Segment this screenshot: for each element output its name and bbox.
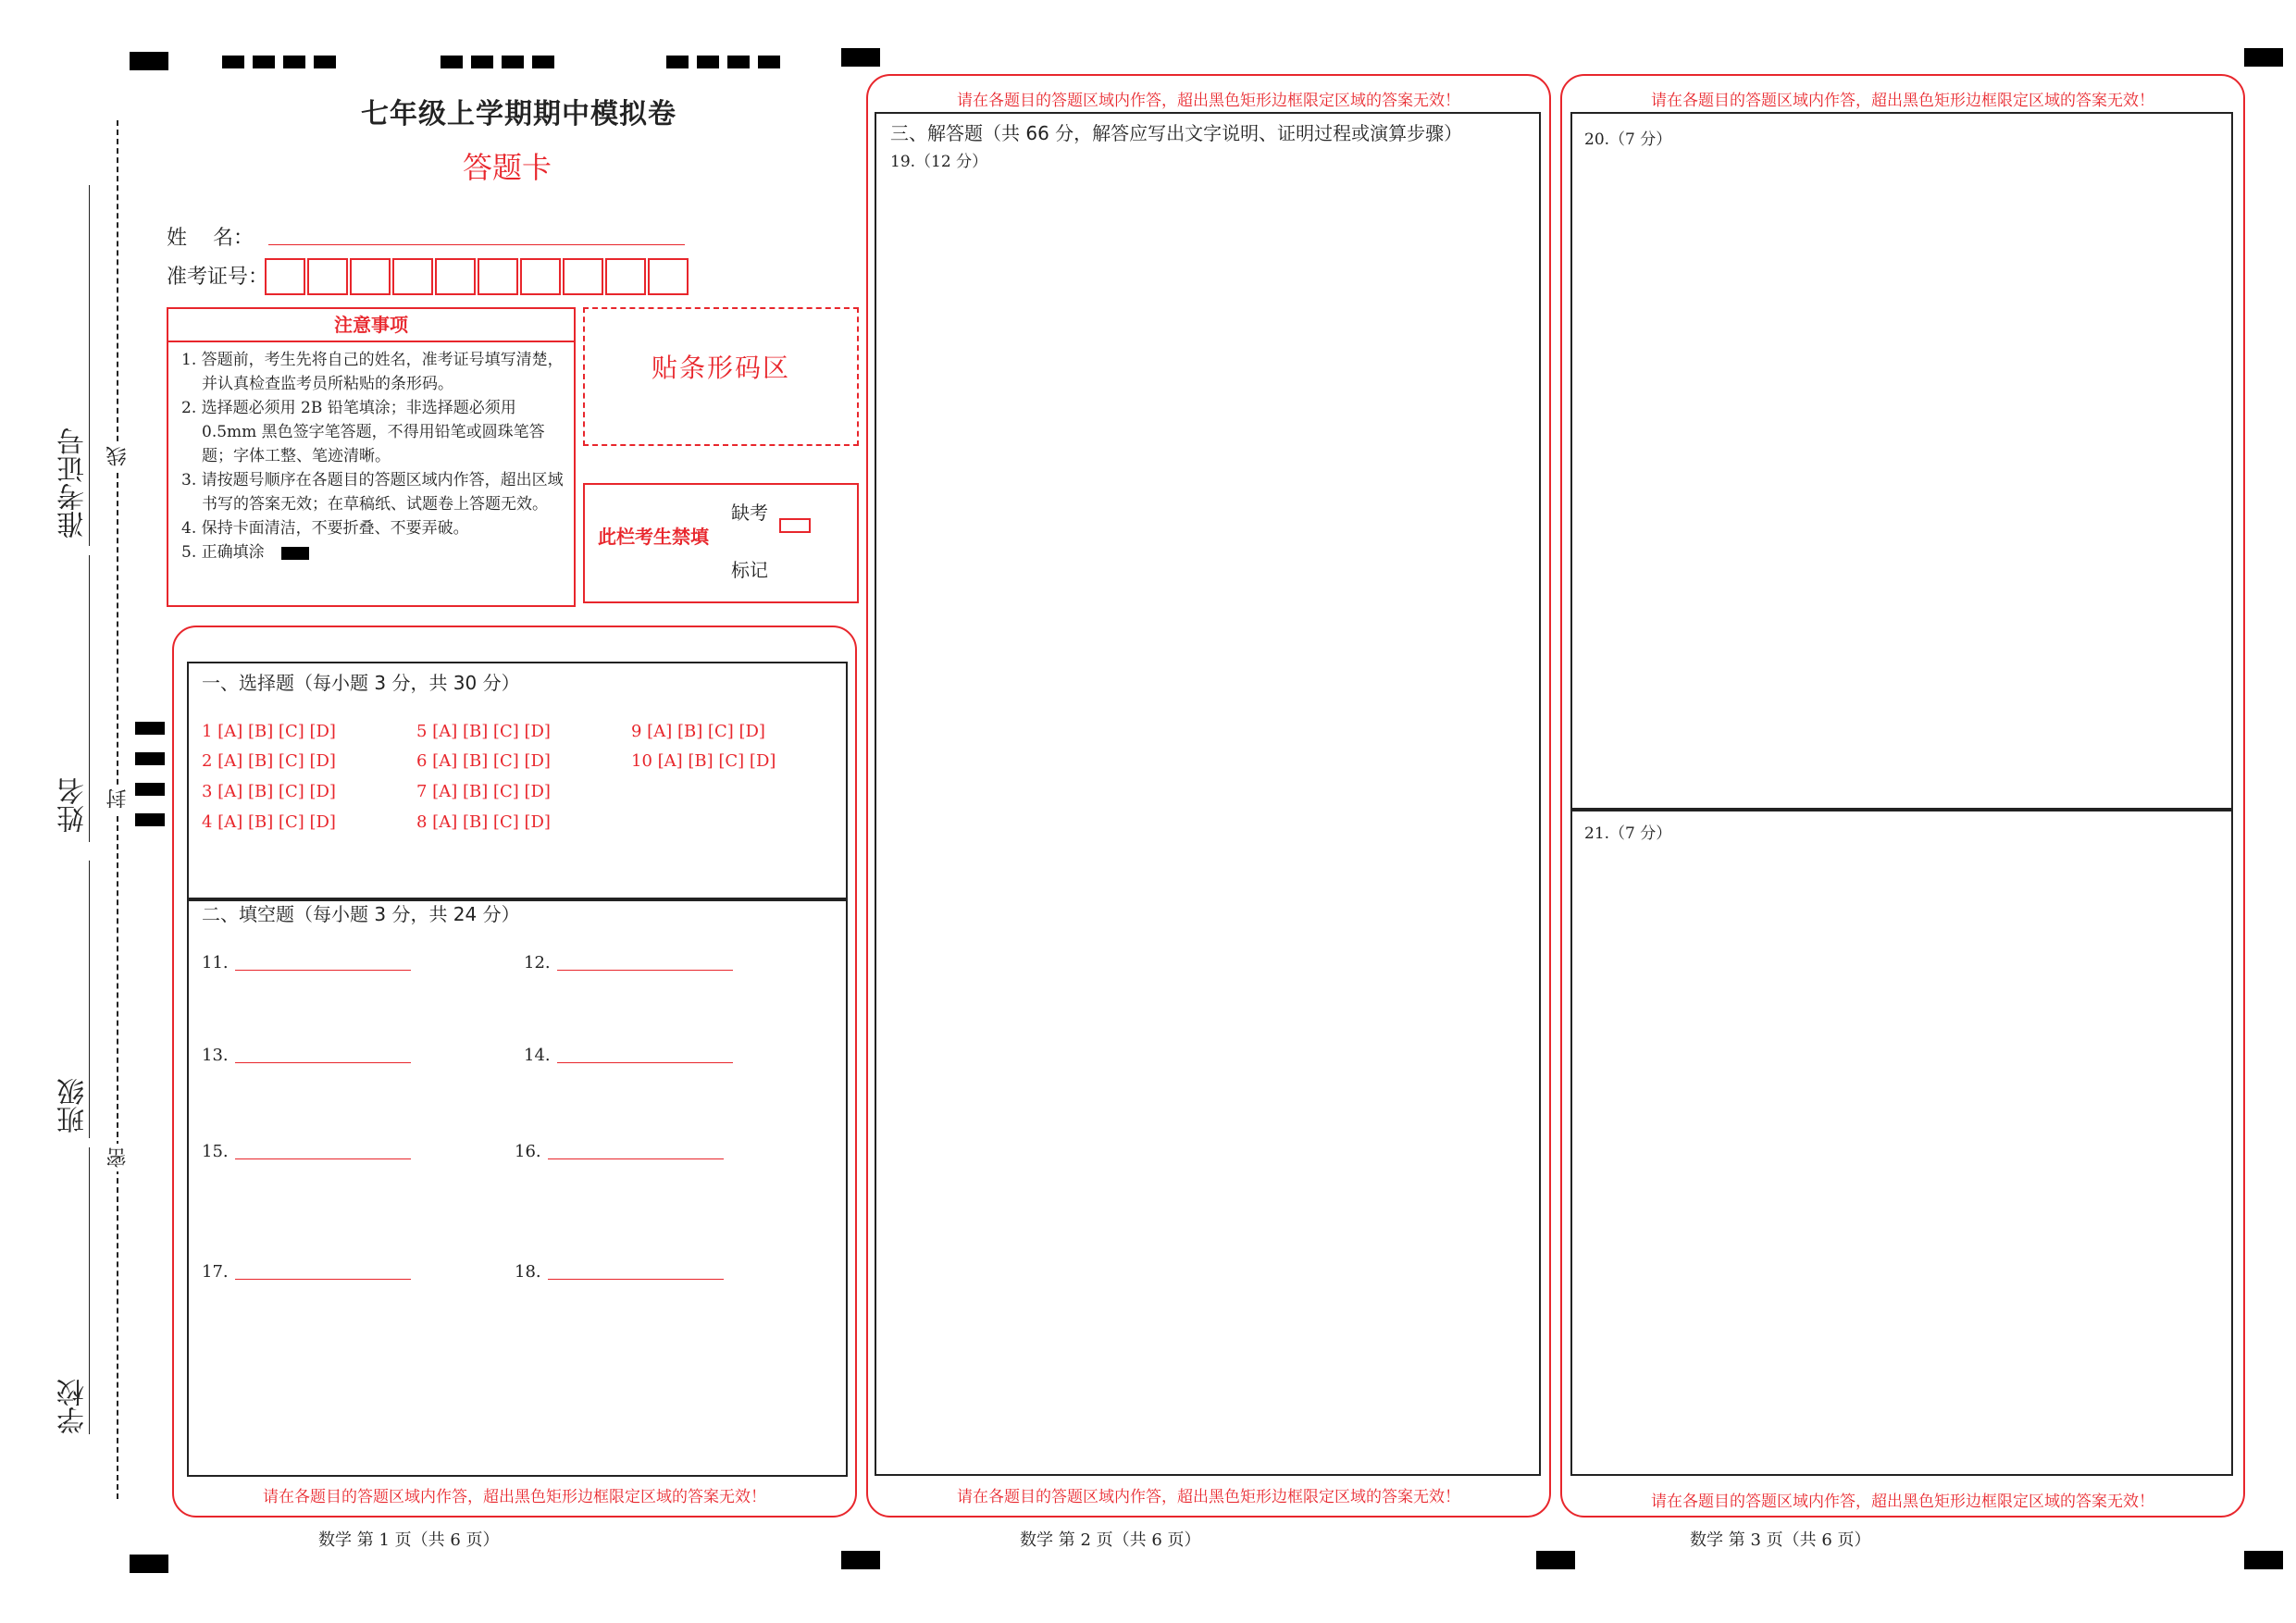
admission-digit-box[interactable]: [435, 258, 476, 295]
choice-row-6[interactable]: 6 [A] [B] [C] [D]: [416, 751, 551, 771]
timing-mark: [502, 56, 524, 68]
timing-mark: [283, 56, 305, 68]
blank-label-17: 17.: [202, 1262, 229, 1282]
corner-mark: [130, 1555, 168, 1573]
choice-row-8[interactable]: 8 [A] [B] [C] [D]: [416, 812, 551, 832]
admission-number-label: 准考证号：: [167, 266, 269, 289]
blank-label-11: 11.: [202, 953, 229, 973]
binding-school-label: 学校: [57, 1379, 90, 1434]
corner-mark: [1536, 1551, 1575, 1569]
page3-bottom-warning: 请在各题目的答题区域内作答，超出黑色矩形边框限定区域的答案无效！: [1651, 1493, 2154, 1511]
section1-title: 一、选择题（每小题 3 分，共 30 分）: [202, 672, 520, 694]
answer-card-title: 答题卡: [463, 150, 552, 185]
name-label: 姓 名：: [167, 227, 254, 250]
absent-label-top: 缺考: [731, 502, 768, 524]
blank-label-15: 15.: [202, 1142, 229, 1161]
blank-answer-11[interactable]: [235, 970, 411, 971]
binding-secret-char: 密: [104, 1144, 132, 1171]
page-title: 七年级上学期期中模拟卷: [361, 98, 676, 130]
choice-row-1[interactable]: 1 [A] [B] [C] [D]: [202, 722, 336, 741]
page2-footer: 数学 第 2 页（共 6 页）: [1020, 1530, 1201, 1550]
section2-title: 二、填空题（每小题 3 分，共 24 分）: [202, 903, 520, 925]
notice-item: 3. 请按题号顺序在各题目的答题区域内作答，超出区域书写的答案无效；在草稿纸、试题卷上答题无效。: [181, 471, 564, 514]
timing-mark: [727, 56, 750, 68]
section3-title: 三、解答题（共 66 分，解答应写出文字说明、证明过程或演算步骤）: [890, 122, 1463, 144]
page1-footer: 数学 第 1 页（共 6 页）: [318, 1530, 500, 1550]
name-input[interactable]: [268, 244, 685, 245]
timing-mark: [441, 56, 463, 68]
corner-mark: [841, 1551, 880, 1569]
admission-digit-box[interactable]: [520, 258, 561, 295]
timing-mark: [471, 56, 493, 68]
blank-answer-16[interactable]: [548, 1158, 724, 1159]
q19-label: 19.（12 分）: [890, 153, 988, 171]
page3-footer: 数学 第 3 页（共 6 页）: [1690, 1530, 1871, 1550]
blank-label-16: 16.: [515, 1142, 541, 1161]
absent-note: 此栏考生禁填: [598, 526, 709, 548]
blank-answer-18[interactable]: [548, 1279, 724, 1280]
choice-row-5[interactable]: 5 [A] [B] [C] [D]: [416, 722, 551, 741]
notice-item: [176, 540, 566, 564]
q21-label: 21.（7 分）: [1584, 824, 1672, 843]
timing-mark: [697, 56, 719, 68]
filled-mark-example: [281, 547, 309, 560]
notice-item: 1. 答题前，考生先将自己的姓名，准考证号填写清楚，并认真检查监考员所粘贴的条形码。: [181, 351, 564, 393]
binding-seal-char: 封: [104, 785, 132, 812]
binding-name-label: 姓名: [57, 777, 90, 833]
page2-top-warning: 请在各题目的答题区域内作答，超出黑色矩形边框限定区域的答案无效！: [957, 92, 1460, 110]
blank-answer-15[interactable]: [235, 1158, 411, 1159]
timing-mark: [532, 56, 554, 68]
timing-mark: [758, 56, 780, 68]
admission-digit-box[interactable]: [478, 258, 518, 295]
blank-label-14: 14.: [524, 1046, 551, 1065]
corner-mark: [841, 48, 880, 67]
timing-mark: [666, 56, 689, 68]
timing-mark: [222, 56, 244, 68]
side-timing-mark: [135, 752, 165, 765]
q20-label: 20.（7 分）: [1584, 130, 1672, 149]
admission-digit-box[interactable]: [605, 258, 646, 295]
binding-name-line[interactable]: [89, 555, 90, 842]
choice-row-3[interactable]: 3 [A] [B] [C] [D]: [202, 782, 336, 801]
q21-answer-box[interactable]: [1570, 808, 2233, 1476]
q19-answer-box[interactable]: [875, 112, 1541, 1476]
choice-row-2[interactable]: 2 [A] [B] [C] [D]: [202, 751, 336, 771]
blank-answer-17[interactable]: [235, 1279, 411, 1280]
timing-mark: [253, 56, 275, 68]
side-timing-mark: [135, 783, 165, 796]
barcode-area: [583, 307, 859, 446]
blank-answer-12[interactable]: [557, 970, 733, 971]
binding-admission-line[interactable]: [89, 185, 90, 546]
section2-box: [187, 898, 848, 1477]
barcode-label: 贴条形码区: [651, 353, 790, 383]
blank-label-13: 13.: [202, 1046, 229, 1065]
admission-digit-box[interactable]: [307, 258, 348, 295]
admission-digit-box[interactable]: [392, 258, 433, 295]
notice-title: 注意事项: [168, 309, 574, 342]
corner-mark: [2244, 1551, 2283, 1569]
admission-digit-box[interactable]: [350, 258, 391, 295]
blank-label-18: 18.: [515, 1262, 541, 1282]
blank-label-12: 12.: [524, 953, 551, 973]
choice-row-10[interactable]: 10 [A] [B] [C] [D]: [631, 751, 776, 771]
admission-digit-box[interactable]: [265, 258, 305, 295]
admission-digit-box[interactable]: [648, 258, 689, 295]
side-timing-mark: [135, 813, 165, 826]
page1-bottom-warning: 请在各题目的答题区域内作答，超出黑色矩形边框限定区域的答案无效！: [263, 1488, 766, 1506]
notice-item: 2. 选择题必须用 2B 铅笔填涂；非选择题必须用 0.5mm 黑色签字笔答题，不得用铅笔或圆珠笔答题；字体工整、笔迹清晰。: [181, 399, 545, 465]
notice-list: [168, 342, 574, 564]
choice-row-9[interactable]: 9 [A] [B] [C] [D]: [631, 722, 765, 741]
page2-bottom-warning: 请在各题目的答题区域内作答，超出黑色矩形边框限定区域的答案无效！: [957, 1488, 1460, 1506]
absent-checkbox[interactable]: [779, 518, 811, 533]
absent-label-bottom: 标记: [731, 559, 768, 581]
side-timing-mark: [135, 722, 165, 735]
binding-school-line[interactable]: [89, 1147, 90, 1434]
corner-mark: [130, 52, 168, 70]
notice-item-text: 5. 正确填涂: [181, 543, 265, 562]
blank-answer-13[interactable]: [235, 1062, 411, 1063]
admission-digit-box[interactable]: [563, 258, 603, 295]
binding-class-label: 班级: [57, 1078, 90, 1134]
q20-answer-box[interactable]: [1570, 112, 2233, 812]
binding-admission-label: 准考证号: [57, 427, 90, 539]
timing-mark: [314, 56, 336, 68]
corner-mark: [2244, 48, 2283, 67]
absent-box: [583, 483, 859, 603]
choice-row-4[interactable]: 4 [A] [B] [C] [D]: [202, 812, 336, 832]
page3-top-warning: 请在各题目的答题区域内作答，超出黑色矩形边框限定区域的答案无效！: [1651, 92, 2154, 110]
notice-box: [167, 307, 576, 607]
choice-row-7[interactable]: 7 [A] [B] [C] [D]: [416, 782, 551, 801]
binding-class-line[interactable]: [89, 861, 90, 1138]
blank-answer-14[interactable]: [557, 1062, 733, 1063]
notice-item: 4. 保持卡面清洁，不要折叠、不要弄破。: [181, 519, 469, 538]
binding-line-char: 线: [104, 442, 132, 470]
